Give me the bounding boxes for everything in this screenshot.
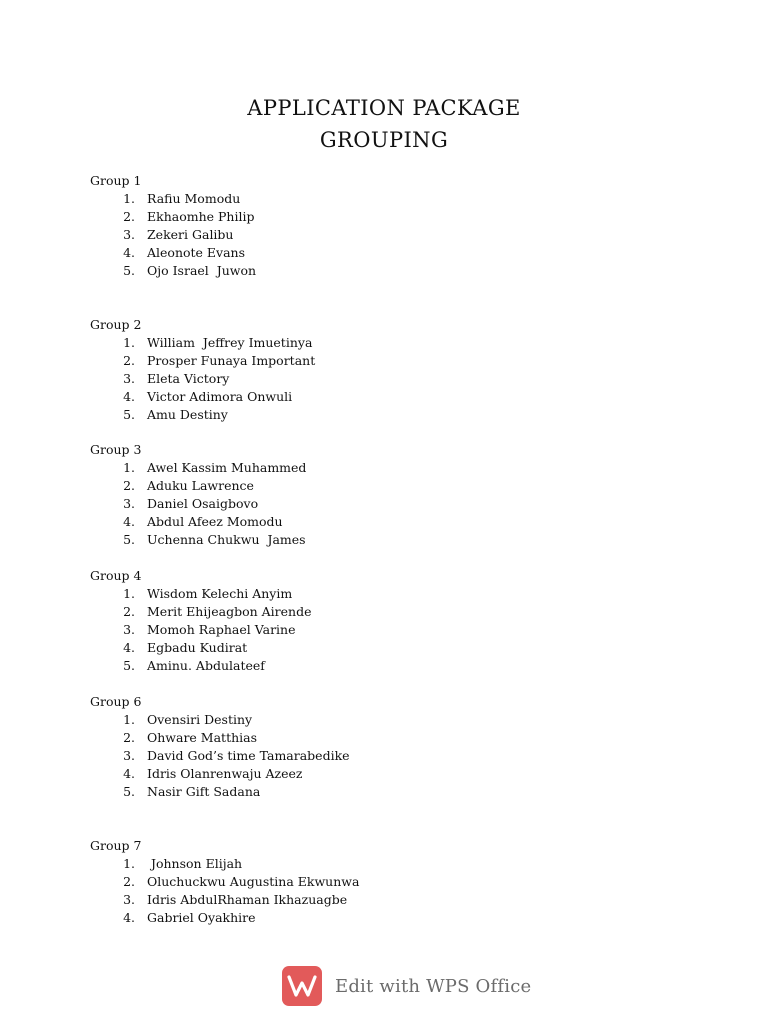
- item-number: 4.: [123, 389, 135, 405]
- item-number: 1.: [123, 586, 135, 601]
- list-item: [90, 244, 256, 262]
- list-item: [90, 513, 306, 531]
- list-item: [90, 747, 350, 765]
- group-label: Group 1: [90, 173, 142, 188]
- member-name: Uchenna Chukwu James: [147, 532, 306, 548]
- item-number: 3.: [123, 227, 135, 243]
- wps-w-glyph-icon: [287, 974, 317, 998]
- item-number: 4.: [123, 910, 135, 926]
- item-number: 1.: [123, 335, 135, 350]
- member-name: Ojo Israel Juwon: [147, 263, 257, 279]
- member-name: Nasir Gift Sadana: [147, 784, 261, 800]
- list-item: [90, 495, 306, 513]
- member-name: Prosper Funaya Important: [147, 353, 316, 369]
- title-line-1: APPLICATION PACKAGE: [247, 96, 521, 120]
- item-number: 4.: [123, 766, 135, 782]
- member-name: Idris AbdulRhaman Ikhazuagbe: [147, 892, 348, 908]
- list-item: [90, 765, 350, 783]
- list-item: [90, 226, 256, 244]
- member-name: Amu Destiny: [147, 407, 228, 423]
- item-number: 5.: [123, 784, 135, 800]
- list-item: [90, 262, 256, 280]
- group-3: [90, 441, 306, 549]
- group-label: Group 7: [90, 838, 142, 853]
- group-2: [90, 316, 315, 424]
- group-label: Group 3: [90, 442, 142, 457]
- item-number: 3.: [123, 748, 135, 764]
- group-7: [90, 837, 359, 927]
- group-4: [90, 567, 311, 675]
- list-item: [90, 459, 306, 477]
- wps-edit-banner[interactable]: [282, 964, 531, 1008]
- group-label: Group 2: [90, 317, 142, 332]
- item-number: 1.: [123, 856, 135, 871]
- member-name: David God’s time Tamarabedike: [147, 748, 350, 764]
- member-name: Daniel Osaigbovo: [147, 496, 259, 512]
- list-item: [90, 208, 256, 226]
- member-name: Aleonote Evans: [147, 245, 246, 261]
- item-number: 5.: [123, 263, 135, 279]
- list-item: [90, 909, 359, 927]
- list-item: [90, 603, 311, 621]
- edit-with-wps-label[interactable]: Edit with WPS Office: [335, 975, 532, 997]
- member-name: Wisdom Kelechi Anyim: [147, 586, 293, 601]
- list-item: [90, 639, 311, 657]
- item-number: 5.: [123, 407, 135, 423]
- document-title: [0, 92, 768, 156]
- list-item: [90, 352, 315, 370]
- item-number: 4.: [123, 514, 135, 530]
- list-item: [90, 729, 350, 747]
- member-name: Gabriel Oyakhire: [147, 910, 256, 926]
- title-line-2: GROUPING: [319, 128, 449, 152]
- member-name: Ekhaomhe Philip: [147, 209, 255, 225]
- member-name: Abdul Afeez Momodu: [147, 514, 283, 530]
- list-item: [90, 711, 350, 729]
- item-number: 3.: [123, 622, 135, 638]
- item-number: 3.: [123, 496, 135, 512]
- list-item: [90, 783, 350, 801]
- member-name: Eleta Victory: [147, 371, 230, 387]
- list-item: [90, 585, 311, 603]
- list-item: [90, 873, 359, 891]
- member-name: Awel Kassim Muhammed: [147, 460, 307, 475]
- item-number: 4.: [123, 640, 135, 656]
- item-number: 2.: [123, 478, 135, 494]
- item-number: 2.: [123, 874, 135, 890]
- item-number: 3.: [123, 892, 135, 908]
- list-item: [90, 334, 315, 352]
- group-label: Group 6: [90, 694, 142, 709]
- list-item: [90, 477, 306, 495]
- item-number: 4.: [123, 245, 135, 261]
- member-name: Oluchuckwu Augustina Ekwunwa: [147, 874, 360, 890]
- list-item: [90, 891, 359, 909]
- item-number: 1.: [123, 191, 135, 206]
- item-number: 2.: [123, 604, 135, 620]
- list-item: [90, 370, 315, 388]
- member-name: Johnson Elijah: [147, 856, 243, 871]
- item-number: 2.: [123, 353, 135, 369]
- member-name: William Jeffrey Imuetinya: [147, 335, 313, 350]
- member-name: Aduku Lawrence: [147, 478, 254, 494]
- member-name: Idris Olanrenwaju Azeez: [147, 766, 303, 782]
- item-number: 2.: [123, 730, 135, 746]
- wps-logo-icon[interactable]: [282, 966, 322, 1006]
- member-name: Ohware Matthias: [147, 730, 258, 746]
- member-name: Egbadu Kudirat: [147, 640, 248, 656]
- list-item: [90, 406, 315, 424]
- list-item: [90, 855, 359, 873]
- item-number: 1.: [123, 460, 135, 475]
- member-name: Ovensiri Destiny: [147, 712, 253, 727]
- group-label: Group 4: [90, 568, 142, 583]
- member-name: Victor Adimora Onwuli: [147, 389, 293, 405]
- member-name: Merit Ehijeagbon Airende: [147, 604, 312, 620]
- list-item: [90, 657, 311, 675]
- member-name: Momoh Raphael Varine: [147, 622, 296, 638]
- group-1: [90, 172, 256, 280]
- group-6: [90, 693, 350, 801]
- member-name: Rafiu Momodu: [147, 191, 241, 206]
- list-item: [90, 621, 311, 639]
- item-number: 2.: [123, 209, 135, 225]
- list-item: [90, 190, 256, 208]
- list-item: [90, 388, 315, 406]
- item-number: 5.: [123, 658, 135, 674]
- item-number: 3.: [123, 371, 135, 387]
- item-number: 1.: [123, 712, 135, 727]
- list-item: [90, 531, 306, 549]
- member-name: Zekeri Galibu: [147, 227, 234, 243]
- item-number: 5.: [123, 532, 135, 548]
- member-name: Aminu. Abdulateef: [147, 658, 265, 674]
